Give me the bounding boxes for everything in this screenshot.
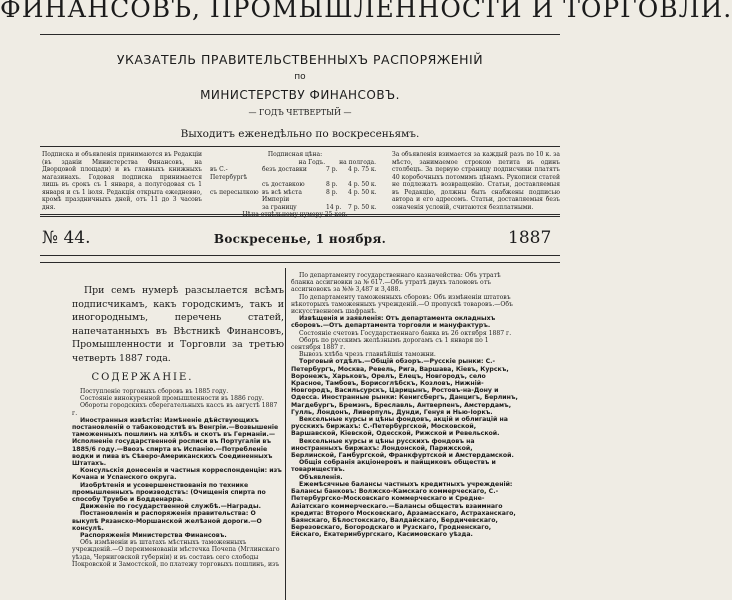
contents-item: По департаменту таможенныхъ сборовъ: Объ измѣненіи штатовъ нѣкоторыхъ таможенныхъ учрежденій.—О пропускѣ товаровъ.—Объ искусственномъ шафранѣ. [291, 293, 513, 316]
masthead-rule [40, 34, 560, 35]
issue-number: № 44. [42, 228, 91, 248]
contents-item: Торговый отдѣлъ.—Общій обзоръ.—Русскіе рынки: С.-Петербургъ, Москва, Ревель, Рига, Варшава, Кіевъ, Курскъ, Воронежъ, Харьковъ, Орелъ, Елецъ, Новгородъ, село Красное, Тамбовъ, Борисоглѣбскъ, Козловъ, Нижній-Новгородъ, Васильсурскъ, Царицынъ, Ростовъ-на-Дону и Одесса. Иностранные рынки: Кенигсбергъ, Данцигъ, Берлинъ, Магдебургъ, Бремэнъ, Бреславль, Антверпенъ, Амстердамъ, Гулль, Лондонъ, Ливерпуль, Дунди, Генуя и Нью-Іоркъ. [291, 358, 518, 416]
issue-date: Воскресенье, 1 ноября. [213, 232, 387, 246]
contents-item: По департаменту государственнаго казначейства: Объ утратѣ бланка ассигновки за № 617.—Объ утратѣ двухъ талоновъ отъ ассигновокъ за №№ 3,487 и 3,488. [291, 272, 501, 294]
contents-item: Состояніе счетовъ Государственнаго банка въ 26 октября 1887 г. [299, 329, 512, 337]
year-label: — ГОДЪ ЧЕТВЕРТЫЙ — [248, 108, 352, 117]
price-row: съ доставкою 8 р. 4 р. 50 к. [262, 181, 377, 188]
price-col-year: на Годъ. [298, 158, 326, 166]
column-divider [285, 268, 286, 600]
contents-item: Постановленія и распоряженія правительства: О выкупѣ Рязанско-Моршанской желѣзной дороги.—О консулѣ. [72, 510, 262, 532]
contents-item: Ежемѣсячные балансы частныхъ кредитныхъ учрежденій: Балансы банковъ: Волжско-Камскаго коммерческаго, С.-Петербургско-Московскаго коммерческаго и Средне-Азіатскаго коммерческаго.—Балансы обществъ взаимнаго кредита: Второго Московскаго, Арзамасскаго, Астраханскаго, Баянскаго, Бѣлостокскаго, Валдайскаго, Бердичевскаго, Березовскаго, Богородскаго и Рузскаго, Гродненскаго, Ейскаго, Екатеринбургскаго, Касимовскаго уѣзда. [291, 480, 516, 539]
subscription-info: Подписка и объявленія принимаются въ Редакціи (въ зданіи Министерства Финансовъ, на Дворцовой площади) и въ главныхъ книжныхъ магазинахъ. Годовая подписка принимается лишь въ срокъ съ 1 января, а полугодовая съ 1 января и съ 1 іюля. Редакція открыта ежедневно, кромѣ праздничныхъ дней, отъ 11 до 3 часовъ дня. [42, 151, 202, 211]
subscriber-notice: При семъ нумерѣ разсылается всѣмъ подписчикамъ, какъ городскимъ, такъ и иногороднымъ, перечень статей, напечатанныхъ въ Вѣстникѣ Финансовъ, Промышленности и Торговли за третью четверть 1887 года. [72, 285, 284, 364]
issue-year: 1887 [508, 228, 552, 248]
contents-item: Иностранныя извѣстія: Измѣненіе дѣйствующихъ постановленій о табаководствѣ въ Венгріи.—Возвышеніе таможенныхъ пошлинъ на хлѣбъ и скотъ въ Германіи.—Исполненіе государственной росписи въ Португаліи въ 1885/6 году.—Ввозъ спирта въ Испанію.—Потребленіе водки и пива въ Сѣверо-Американскихъ Соединенныхъ Штатахъ. [72, 416, 279, 468]
masthead: ФИНАНСОВЪ, ПРОМЫШЛЕННОСТИ И ТОРГОВЛИ. [0, 0, 732, 23]
subscription-top-rule [40, 146, 560, 147]
contents-item: Вексельные курсы и цѣны русскихъ фондовъ на иностранныхъ биржахъ: Лондонской, Парижской, Берлинской, Гамбургской, Франкфуртской и Амстердамской. [291, 437, 514, 460]
subscription-bottom-rule-2 [40, 216, 560, 217]
price-title: Подписная цѣна: [267, 151, 323, 158]
title-line-3: МИНИСТЕРСТВУ ФИНАНСОВЪ. [200, 88, 400, 102]
price-row: въ С.-Петербургѣ безъ доставки 7 р. 4 р. 75 к. [210, 166, 377, 181]
contents-item: Движеніе по государственной службѣ.—Награды. [80, 503, 261, 511]
contents-item: Объ измѣненіи въ штатахъ мѣстныхъ таможенныхъ учрежденій.—О переименованіи мѣстечка Почепа (Мглинскаго уѣзда, Черниговской губерніи) и въ составъ сего слободы Покровской и Замостской, по платежу торговыхъ пошлинъ, изъ [72, 539, 280, 568]
contents-item: Обороты городскихъ сберегательныхъ кассъ въ августѣ 1887 г. [72, 402, 278, 417]
weekly-label: Выходитъ еженедѣльно по воскресеньямъ. [180, 128, 420, 140]
contents-item: Оборъ по русскимъ желѣзнымъ дорогамъ съ 1 января по 1 сентября 1887 г. [291, 336, 489, 352]
advert-terms: За объявленія взимается за каждый разъ по 10 к. за мѣсто, занимаемое строкою петита въ одинъ столбецъ. За первую страницу подписчики платятъ 40 коробочныхъ потомимъ цѣнамъ. Рукописи статей не подлежатъ возвращенію. Статьи, доставляемыя въ Редакцію, должны быть снабжены подписью автора и его адресомъ. Статьи, доставляемыя безъ означенія условій, считаются безплатными. [392, 151, 560, 211]
contents-item: Вывозъ хлѣба чрезъ главнѣйшія таможни. [299, 351, 436, 359]
title-line-1: УКАЗАТЕЛЬ ПРАВИТЕЛЬСТВЕННЫХЪ РАСПОРЯЖЕНІЙ [116, 52, 484, 67]
date-rule [40, 255, 560, 256]
right-column [291, 272, 519, 539]
date-rule-2 [40, 262, 560, 263]
contents-item: Состояніе винокуренной промышленности въ 1886 году. [80, 395, 264, 403]
price-col-half: на полгода. [339, 158, 376, 166]
contents-item: Консульскія донесенія и частныя корреспонденціи: изъ Кочана и Успанского округа. [72, 467, 282, 482]
contents-heading: СОДЕРЖАНІЕ. [91, 372, 194, 383]
contents-item: Объявленія. [299, 473, 343, 481]
left-column [72, 388, 284, 568]
subscription-bottom-rule [40, 214, 560, 215]
price-row: за границу 14 р. 7 р. 50 к. [262, 203, 377, 211]
price-row: съ пересылкою въ всѣ мѣста Имперіи 8 р. 4 р. 50 к. [210, 188, 377, 203]
contents-item: Распоряженія Министерства Финансовъ. [80, 532, 227, 540]
title-line-2: по [294, 72, 306, 82]
contents-item: Извѣщенія и заявленія: Отъ департамента окладныхъ сборовъ.—Отъ департамента торговли и мануфактуръ. [291, 315, 496, 330]
subscription-prices [210, 151, 380, 219]
contents-item: Изобрѣтенія и усовершенствованія по технике промышленныхъ производствъ: (Очищенія спирта по способу Трувбе и Бодденарра. [72, 481, 266, 504]
contents-item: Общія собранія акціонеровъ и пайщиковъ обществъ и товариществъ. [291, 459, 496, 474]
contents-item: Вексельные курсы и цѣны фондовъ, акцій и облигацій на русскихъ биржахъ: С.-Петербургской, Московской, Варшавской, Кіевской, Одесской, Рижской и Ревельской. [291, 416, 508, 438]
contents-item: Поступленіе торговыхъ сборовъ въ 1885 году. [80, 388, 229, 395]
